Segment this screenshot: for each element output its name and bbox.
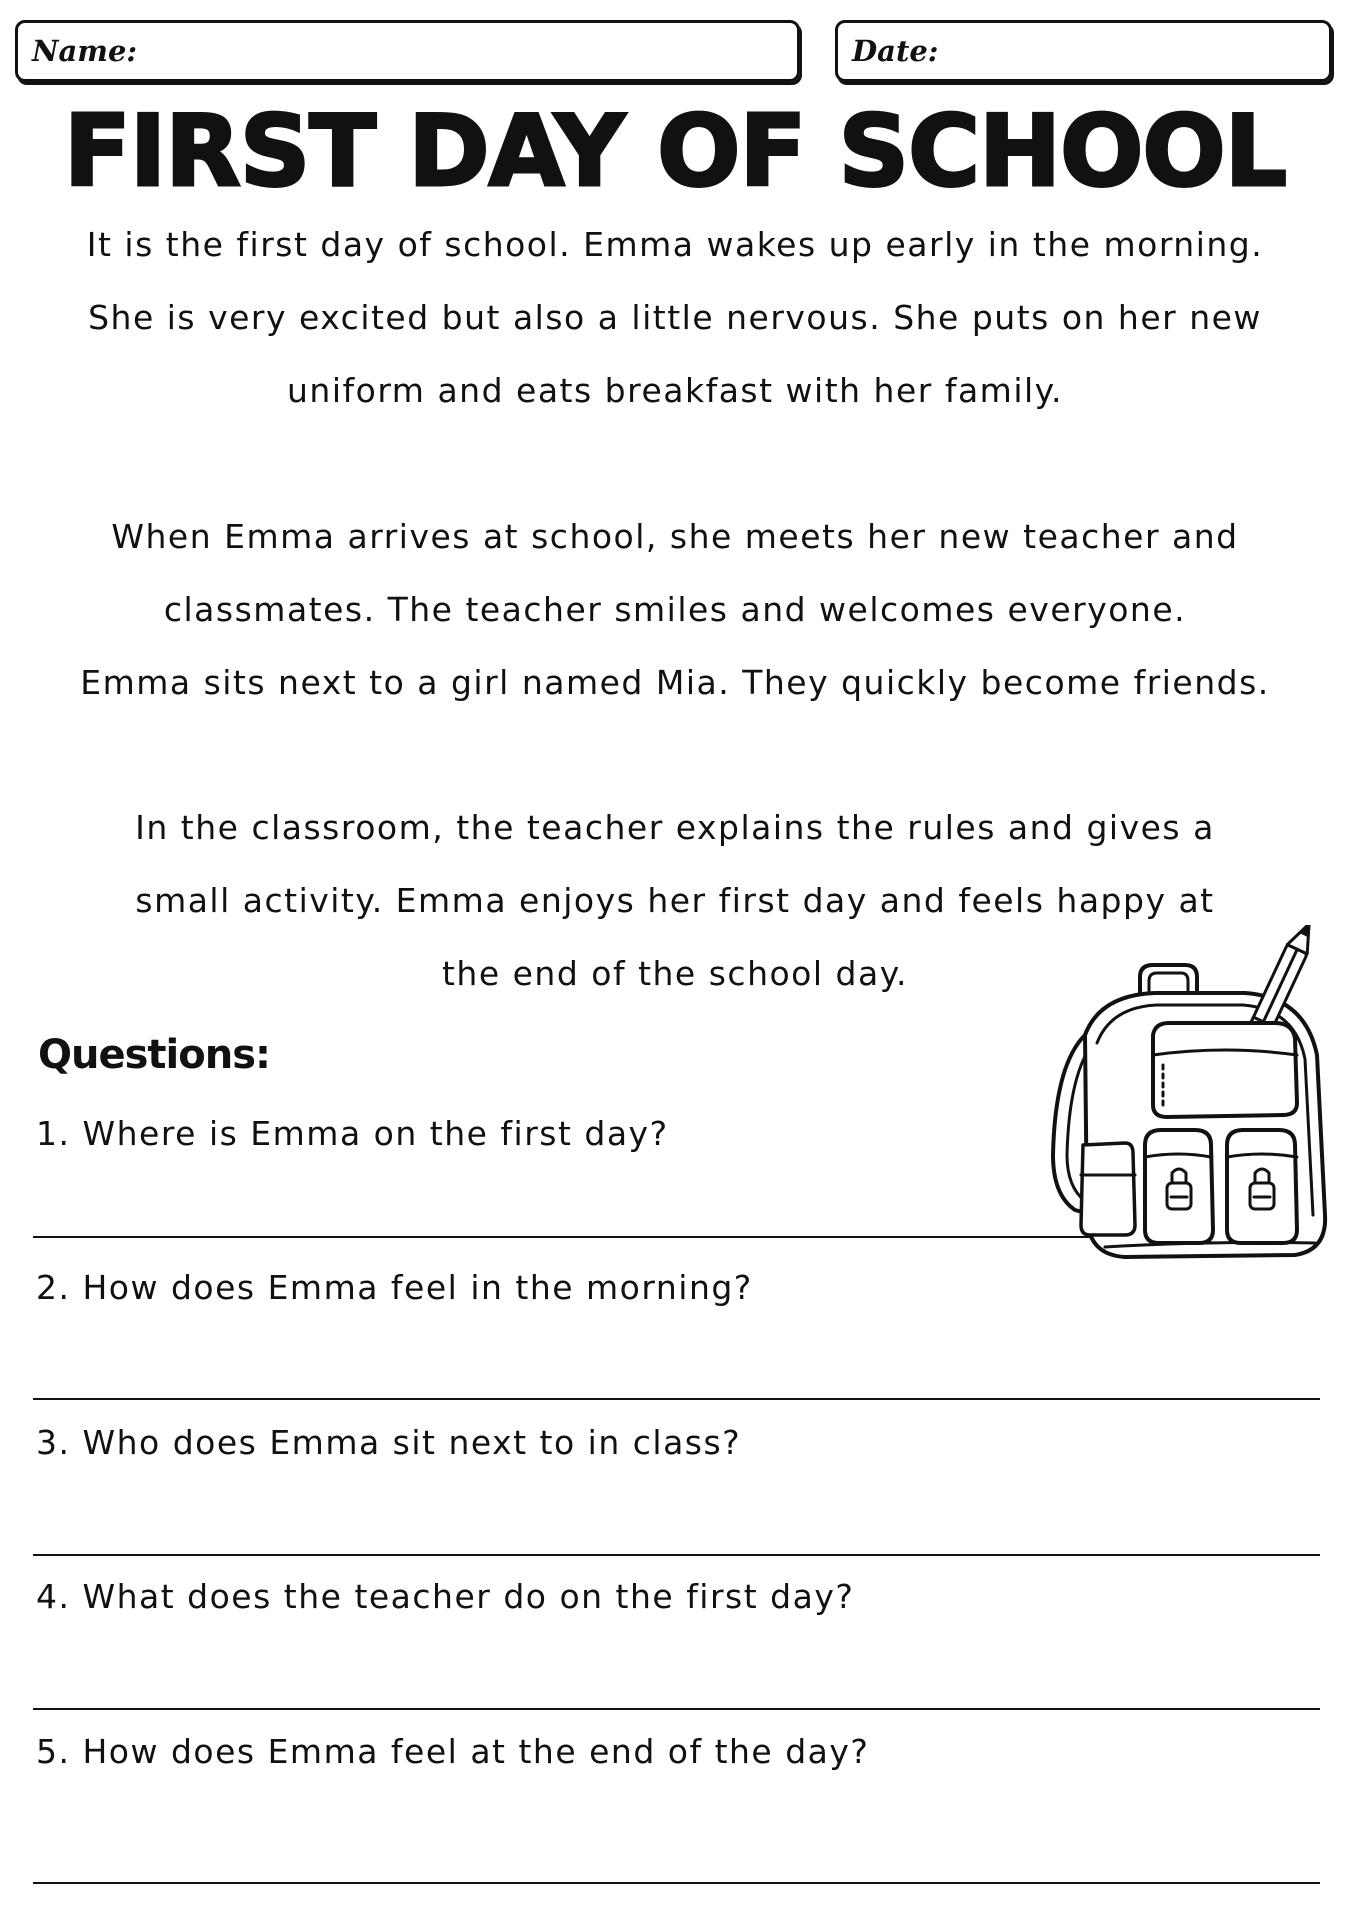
question-1: 1. Where is Emma on the first day? (36, 1114, 669, 1153)
question-5: 5. How does Emma feel at the end of the day? (36, 1732, 870, 1771)
question-4: 4. What does the teacher do on the first day? (36, 1577, 855, 1616)
story-line: the end of the school day. (441, 954, 909, 993)
answer-line-3[interactable] (33, 1554, 1320, 1556)
name-label: Name: (32, 34, 138, 68)
story-line: When Emma arrives at school, she meets her new teacher and (111, 517, 1239, 556)
answer-line-4[interactable] (33, 1708, 1320, 1710)
story-line: It is the first day of school. Emma wakes up early in the morning. (86, 225, 1264, 264)
story-line: In the classroom, the teacher explains the rules and gives a (135, 808, 1215, 847)
name-field[interactable] (15, 20, 800, 82)
page-title: FIRST DAY OF SCHOOL (63, 95, 1287, 209)
story-paragraph-1 (20, 208, 1330, 427)
story-line: uniform and eats breakfast with her family. (287, 371, 1063, 410)
story-line: small activity. Emma enjoys her first day and feels happy at (135, 881, 1215, 920)
story-paragraph-2 (20, 500, 1330, 719)
story-line: Emma sits next to a girl named Mia. They quickly become friends. (80, 663, 1270, 702)
questions-heading: Questions: (38, 1032, 271, 1078)
date-field[interactable] (835, 20, 1332, 82)
backpack-icon (1045, 925, 1335, 1270)
question-3: 3. Who does Emma sit next to in class? (36, 1423, 742, 1462)
story-line: She is very excited but also a little nervous. She puts on her new (88, 298, 1262, 337)
question-2: 2. How does Emma feel in the morning? (36, 1268, 753, 1307)
answer-line-2[interactable] (33, 1398, 1320, 1400)
date-label: Date: (852, 34, 939, 68)
answer-line-5[interactable] (33, 1882, 1320, 1884)
story-line: classmates. The teacher smiles and welcomes everyone. (163, 590, 1187, 629)
